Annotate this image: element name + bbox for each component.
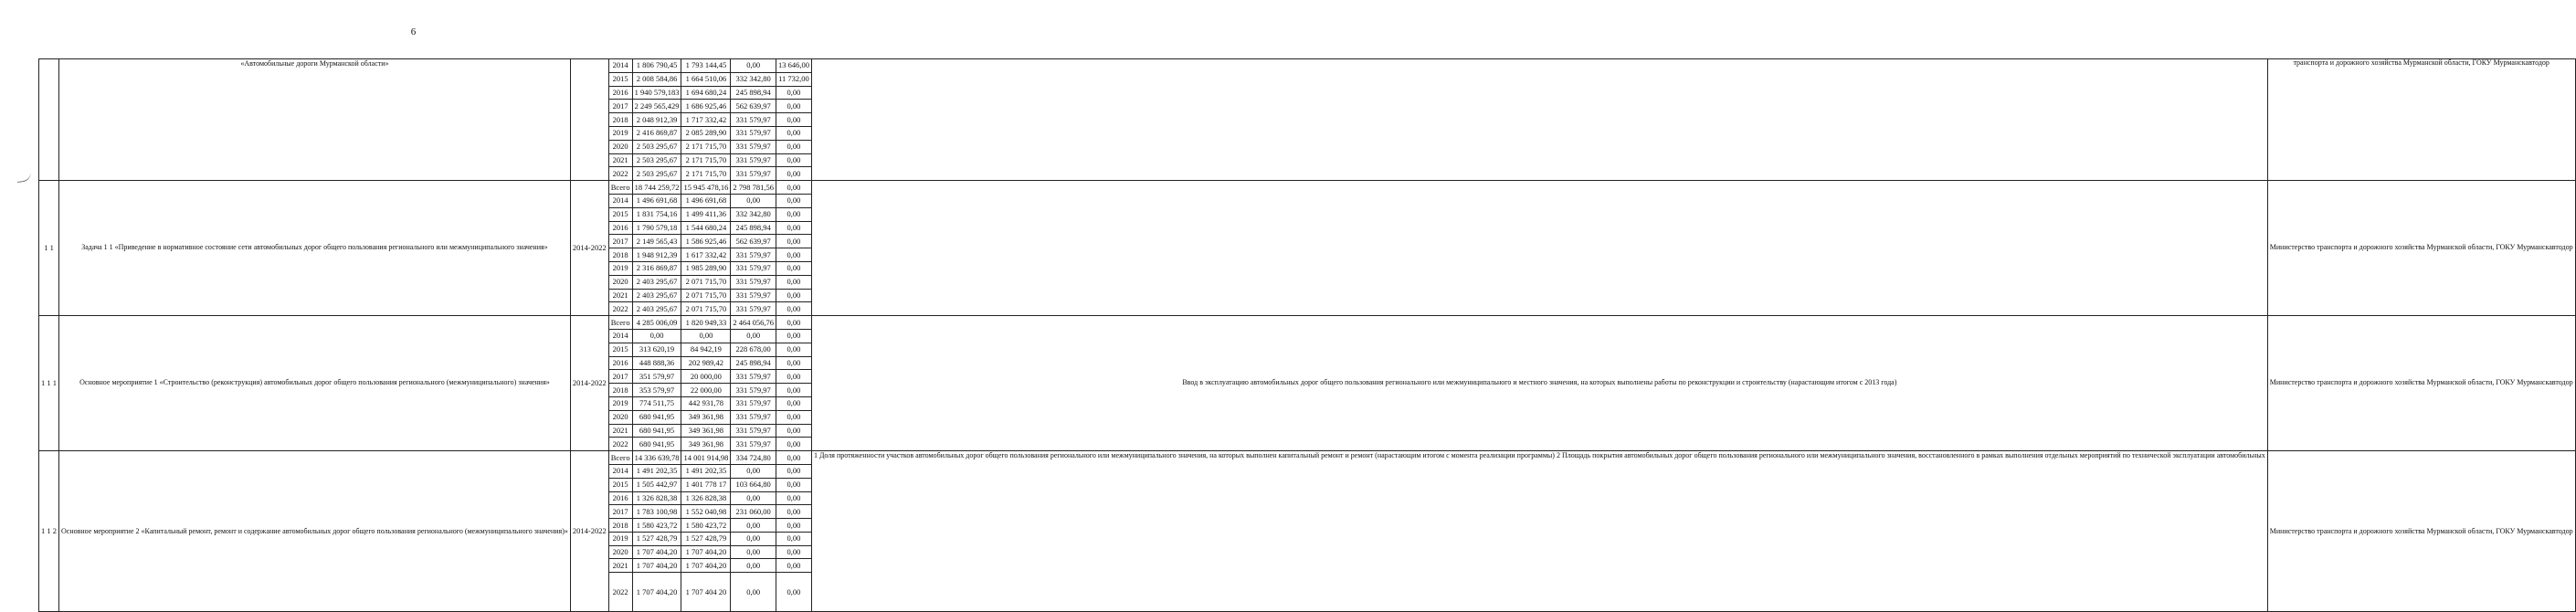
page-number: 6: [410, 26, 417, 37]
cell-other-sources: 0,00: [776, 86, 811, 100]
cell-year: 2017: [608, 370, 632, 384]
cell-regional-budget: 0,00: [681, 329, 731, 343]
cell-other-sources: 0,00: [776, 100, 811, 113]
cell-total: 353 579,97: [632, 384, 681, 397]
cell-other-sources: 0,00: [776, 519, 811, 533]
margin-pen-mark: [16, 169, 32, 183]
cell-year: 2014: [608, 59, 632, 73]
cell-total: 2 403 295,67: [632, 275, 681, 289]
cell-other-sources: 11 732,00: [776, 72, 811, 86]
cell-regional-budget: 1 707 404,20: [681, 559, 731, 573]
cell-other-sources: 0,00: [776, 113, 811, 127]
cell-other-sources: 0,00: [776, 153, 811, 167]
cell-federal-budget: 2 464 056,76: [731, 316, 776, 330]
cell-other-sources: 0,00: [776, 532, 811, 545]
cell-year: 2014: [608, 194, 632, 207]
cell-year: 2022: [608, 438, 632, 451]
cell-total: 1 505 442,97: [632, 478, 681, 491]
task-name: Основное мероприятие 2 «Капитальный ремонт, ремонт и содержание автомобильных дорог общего пользования регионального (межмуниципального значения)»: [59, 451, 571, 612]
cell-federal-budget: 0,00: [731, 194, 776, 207]
cell-year: 2016: [608, 221, 632, 235]
cell-regional-budget: 2 171 715,70: [681, 140, 731, 153]
cell-regional-budget: 1 586 925,46: [681, 235, 731, 248]
cell-total: 2 249 565,429: [632, 100, 681, 113]
executor: транспорта и дорожного хозяйства Мурманской области, ГОКУ Мурманскавтодор: [2267, 59, 2575, 181]
cell-total: 680 941,95: [632, 410, 681, 424]
cell-other-sources: 0,00: [776, 221, 811, 235]
expected-result: [811, 59, 2267, 181]
table-row: [39, 181, 2576, 195]
cell-federal-budget: 562 639,97: [731, 100, 776, 113]
cell-federal-budget: 331 579,97: [731, 126, 776, 140]
cell-total: 2 316 869,87: [632, 261, 681, 275]
cell-federal-budget: 0,00: [731, 59, 776, 73]
cell-other-sources: 0,00: [776, 302, 811, 316]
cell-federal-budget: 332 342,80: [731, 72, 776, 86]
row-number: 1 1: [39, 181, 59, 316]
cell-other-sources: 0,00: [776, 316, 811, 330]
cell-federal-budget: 0,00: [731, 545, 776, 559]
cell-total: 2 503 295,67: [632, 140, 681, 153]
cell-total: 2 503 295,67: [632, 153, 681, 167]
cell-regional-budget: 2 171 715,70: [681, 167, 731, 181]
cell-federal-budget: 331 579,97: [731, 302, 776, 316]
cell-total: 680 941,95: [632, 424, 681, 438]
cell-federal-budget: 0,00: [731, 532, 776, 545]
expected-result: Ввод в эксплуатацию автомобильных дорог общего пользования регионального или межмуниципального и местного значения, на которых выполнены работы по реконструкции и строительству (нарастающим итогом с 2013 года): [811, 316, 2267, 451]
row-number: [39, 59, 59, 181]
cell-other-sources: 0,00: [776, 573, 811, 612]
cell-other-sources: 0,00: [776, 356, 811, 370]
cell-other-sources: 0,00: [776, 207, 811, 221]
task-name: «Автомобильные дороги Мурманской области»: [59, 59, 571, 181]
cell-year: 2018: [608, 248, 632, 262]
cell-year: 2018: [608, 519, 632, 533]
cell-regional-budget: 20 000,00: [681, 370, 731, 384]
cell-year: 2014: [608, 464, 632, 478]
cell-other-sources: 13 646,00: [776, 59, 811, 73]
cell-year: Всего: [608, 181, 632, 195]
cell-other-sources: 0,00: [776, 235, 811, 248]
cell-total: 1 783 100,98: [632, 505, 681, 519]
cell-federal-budget: 228 678,00: [731, 343, 776, 356]
cell-federal-budget: 334 724,80: [731, 451, 776, 465]
cell-total: 0,00: [632, 329, 681, 343]
period: 2014-2022: [570, 451, 608, 612]
cell-year: 2022: [608, 302, 632, 316]
row-number: 1 1 2: [39, 451, 59, 612]
cell-federal-budget: 0,00: [731, 573, 776, 612]
cell-other-sources: 0,00: [776, 491, 811, 505]
cell-other-sources: 0,00: [776, 384, 811, 397]
cell-other-sources: 0,00: [776, 438, 811, 451]
cell-total: 2 048 912,39: [632, 113, 681, 127]
cell-regional-budget: 1 985 289,90: [681, 261, 731, 275]
cell-federal-budget: 245 898,94: [731, 86, 776, 100]
cell-regional-budget: 84 942,19: [681, 343, 731, 356]
cell-year: 2015: [608, 207, 632, 221]
cell-year: 2018: [608, 113, 632, 127]
cell-regional-budget: 1 499 411,36: [681, 207, 731, 221]
table-row: [39, 316, 2576, 330]
cell-regional-budget: 1 717 332,42: [681, 113, 731, 127]
cell-federal-budget: 245 898,94: [731, 221, 776, 235]
cell-total: 2 403 295,67: [632, 289, 681, 302]
cell-federal-budget: 0,00: [731, 329, 776, 343]
cell-year: 2020: [608, 140, 632, 153]
cell-year: 2016: [608, 356, 632, 370]
cell-regional-budget: 202 989,42: [681, 356, 731, 370]
cell-total: 1 790 579,18: [632, 221, 681, 235]
cell-other-sources: 0,00: [776, 505, 811, 519]
cell-year: 2020: [608, 275, 632, 289]
cell-year: 2015: [608, 72, 632, 86]
cell-other-sources: 0,00: [776, 194, 811, 207]
cell-federal-budget: 331 579,97: [731, 396, 776, 410]
cell-year: 2016: [608, 491, 632, 505]
cell-regional-budget: 1 664 510,06: [681, 72, 731, 86]
cell-other-sources: 0,00: [776, 370, 811, 384]
cell-other-sources: 0,00: [776, 478, 811, 491]
cell-total: 14 336 639,78: [632, 451, 681, 465]
cell-year: 2022: [608, 167, 632, 181]
cell-year: 2021: [608, 153, 632, 167]
cell-regional-budget: 1 707 404,20: [681, 545, 731, 559]
table-row: [39, 59, 2576, 73]
period: [570, 59, 608, 181]
cell-total: 1 496 691,68: [632, 194, 681, 207]
cell-total: 351 579,97: [632, 370, 681, 384]
cell-total: 1 940 579,183: [632, 86, 681, 100]
cell-total: 4 285 006,09: [632, 316, 681, 330]
cell-total: 1 707 404,20: [632, 545, 681, 559]
cell-year: 2020: [608, 410, 632, 424]
cell-year: 2017: [608, 235, 632, 248]
cell-year: 2017: [608, 100, 632, 113]
cell-regional-budget: 2 071 715,70: [681, 275, 731, 289]
cell-regional-budget: 1 793 144,45: [681, 59, 731, 73]
cell-federal-budget: 0,00: [731, 559, 776, 573]
cell-federal-budget: 562 639,97: [731, 235, 776, 248]
cell-other-sources: 0,00: [776, 559, 811, 573]
cell-federal-budget: 332 342,80: [731, 207, 776, 221]
cell-other-sources: 0,00: [776, 275, 811, 289]
cell-regional-budget: 349 361,98: [681, 410, 731, 424]
cell-regional-budget: 1 401 778 17: [681, 478, 731, 491]
cell-total: 1 527 428,79: [632, 532, 681, 545]
cell-federal-budget: 331 579,97: [731, 153, 776, 167]
cell-regional-budget: 1 496 691,68: [681, 194, 731, 207]
cell-other-sources: 0,00: [776, 451, 811, 465]
period: 2014-2022: [570, 181, 608, 316]
cell-regional-budget: 442 931,78: [681, 396, 731, 410]
row-number: 1 1 1: [39, 316, 59, 451]
cell-regional-budget: 2 071 715,70: [681, 289, 731, 302]
cell-year: 2022: [608, 573, 632, 612]
cell-year: 2019: [608, 532, 632, 545]
cell-federal-budget: 245 898,94: [731, 356, 776, 370]
cell-year: 2021: [608, 559, 632, 573]
cell-federal-budget: 0,00: [731, 519, 776, 533]
cell-regional-budget: 1 544 680,24: [681, 221, 731, 235]
cell-regional-budget: 1 820 949,33: [681, 316, 731, 330]
executor: Министерство транспорта и дорожного хозяйства Мурманской области, ГОКУ Мурманскавтодор: [2267, 181, 2575, 316]
cell-federal-budget: 331 579,97: [731, 261, 776, 275]
cell-other-sources: 0,00: [776, 126, 811, 140]
executor: Министерство транспорта и дорожного хозяйства Мурманской области, ГОКУ Мурманскавтодор: [2267, 316, 2575, 451]
cell-year: 2017: [608, 505, 632, 519]
cell-regional-budget: 1 617 332,42: [681, 248, 731, 262]
cell-federal-budget: 103 664,80: [731, 478, 776, 491]
cell-other-sources: 0,00: [776, 289, 811, 302]
cell-total: 2 149 565,43: [632, 235, 681, 248]
cell-federal-budget: 331 579,97: [731, 424, 776, 438]
cell-total: 1 806 790,45: [632, 59, 681, 73]
cell-total: 1 491 202,35: [632, 464, 681, 478]
cell-total: 1 948 912,39: [632, 248, 681, 262]
cell-year: 2019: [608, 396, 632, 410]
cell-other-sources: 0,00: [776, 181, 811, 195]
cell-year: 2018: [608, 384, 632, 397]
cell-other-sources: 0,00: [776, 140, 811, 153]
cell-federal-budget: 0,00: [731, 464, 776, 478]
cell-federal-budget: 331 579,97: [731, 370, 776, 384]
cell-federal-budget: 331 579,97: [731, 438, 776, 451]
cell-year: 2019: [608, 126, 632, 140]
cell-regional-budget: 1 527 428,79: [681, 532, 731, 545]
task-name: Задача 1 1 «Приведение в нормативное состояние сети автомобильных дорог общего пользования регионального или межмуниципального значения»: [59, 181, 571, 316]
cell-federal-budget: 2 798 781,56: [731, 181, 776, 195]
cell-total: 2 416 869,87: [632, 126, 681, 140]
cell-other-sources: 0,00: [776, 329, 811, 343]
cell-federal-budget: 331 579,97: [731, 289, 776, 302]
cell-other-sources: 0,00: [776, 410, 811, 424]
cell-other-sources: 0,00: [776, 396, 811, 410]
cell-federal-budget: 331 579,97: [731, 167, 776, 181]
cell-federal-budget: 0,00: [731, 491, 776, 505]
cell-other-sources: 0,00: [776, 167, 811, 181]
cell-total: 2 008 584,86: [632, 72, 681, 86]
cell-total: 313 620,19: [632, 343, 681, 356]
cell-total: 680 941,95: [632, 438, 681, 451]
cell-year: Всего: [608, 316, 632, 330]
cell-regional-budget: 2 071 715,70: [681, 302, 731, 316]
cell-year: 2021: [608, 424, 632, 438]
cell-other-sources: 0,00: [776, 424, 811, 438]
cell-other-sources: 0,00: [776, 545, 811, 559]
cell-total: 774 511,75: [632, 396, 681, 410]
cell-total: 1 580 423,72: [632, 519, 681, 533]
cell-federal-budget: 331 579,97: [731, 275, 776, 289]
cell-regional-budget: 1 326 828,38: [681, 491, 731, 505]
cell-year: 2015: [608, 343, 632, 356]
cell-other-sources: 0,00: [776, 248, 811, 262]
cell-total: 1 707 404,20: [632, 573, 681, 612]
cell-federal-budget: 331 579,97: [731, 113, 776, 127]
expected-result: 1 Доля протяженности участков автомобильных дорог общего пользования регионального или межмуниципального значения, на которых выполнен капитальный ремонт и ремонт (нарастающим итогом с момента реализации программы) 2 Площадь покрытия автомобильных дорог общего пользования регионального или межмуниципального значения, восстановленного в рамках выполнения отдельных мероприятий по технической эксплуатации автомобильных: [811, 451, 2267, 612]
cell-regional-budget: 1 707 404 20: [681, 573, 731, 612]
expected-result: [811, 181, 2267, 316]
cell-total: 2 503 295,67: [632, 167, 681, 181]
cell-other-sources: 0,00: [776, 464, 811, 478]
cell-federal-budget: 331 579,97: [731, 410, 776, 424]
task-name: Основное мероприятие 1 «Строительство (реконструкция) автомобильных дорог общего пользования регионального (межмуниципального) значения»: [59, 316, 571, 451]
cell-federal-budget: 331 579,97: [731, 140, 776, 153]
cell-total: 448 888,36: [632, 356, 681, 370]
cell-year: 2020: [608, 545, 632, 559]
cell-year: 2016: [608, 86, 632, 100]
cell-regional-budget: 349 361,98: [681, 424, 731, 438]
cell-regional-budget: 22 000,00: [681, 384, 731, 397]
cell-regional-budget: 1 580 423,72: [681, 519, 731, 533]
cell-year: 2019: [608, 261, 632, 275]
cell-total: 2 403 295,67: [632, 302, 681, 316]
executor: Министерство транспорта и дорожного хозяйства Мурманской области, ГОКУ Мурманскавтодор: [2267, 451, 2575, 612]
cell-federal-budget: 231 060,00: [731, 505, 776, 519]
cell-federal-budget: 331 579,97: [731, 248, 776, 262]
cell-regional-budget: 2 085 289,90: [681, 126, 731, 140]
cell-year: Всего: [608, 451, 632, 465]
table-row: [39, 451, 2576, 465]
cell-other-sources: 0,00: [776, 261, 811, 275]
period: 2014-2022: [570, 316, 608, 451]
financing-table: [38, 58, 2576, 612]
cell-regional-budget: 1 491 202,35: [681, 464, 731, 478]
cell-year: 2021: [608, 289, 632, 302]
cell-total: 1 707 404,20: [632, 559, 681, 573]
cell-other-sources: 0,00: [776, 343, 811, 356]
cell-regional-budget: 15 945 478,16: [681, 181, 731, 195]
cell-year: 2014: [608, 329, 632, 343]
cell-regional-budget: 2 171 715,70: [681, 153, 731, 167]
cell-total: 18 744 259,72: [632, 181, 681, 195]
cell-total: 1 326 828,38: [632, 491, 681, 505]
cell-regional-budget: 1 686 925,46: [681, 100, 731, 113]
cell-regional-budget: 1 694 680,24: [681, 86, 731, 100]
cell-regional-budget: 1 552 040,98: [681, 505, 731, 519]
cell-regional-budget: 349 361,98: [681, 438, 731, 451]
cell-year: 2015: [608, 478, 632, 491]
cell-total: 1 831 754,16: [632, 207, 681, 221]
cell-regional-budget: 14 001 914,98: [681, 451, 731, 465]
cell-federal-budget: 331 579,97: [731, 384, 776, 397]
